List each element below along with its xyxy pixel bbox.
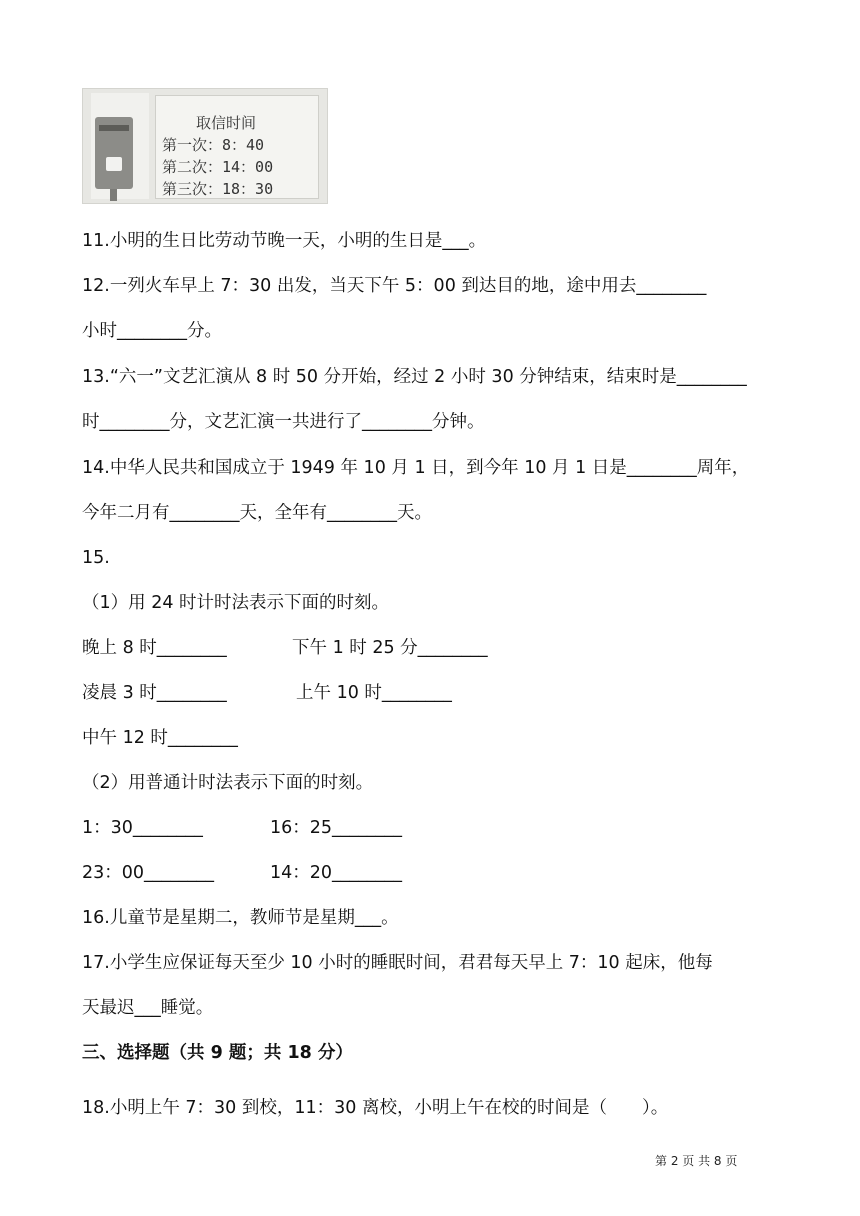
question-15-item-23-00: 23：00________ bbox=[82, 863, 215, 883]
question-13-line-1: 13.“六一”文艺汇演从 8 时 50 分开始，经过 2 小时 30 分钟结束，结束时是________ bbox=[82, 367, 747, 387]
question-13-line-2: 时________分，文艺汇演一共进行了________分钟。 bbox=[82, 412, 485, 432]
question-15-part-1: （1）用 24 时计时法表示下面的时刻。 bbox=[82, 593, 390, 613]
mailbox-leg bbox=[110, 189, 117, 201]
sign-row-3: 第三次：18：30 bbox=[162, 180, 274, 198]
question-15-item-16-25: 16：25________ bbox=[270, 818, 403, 838]
question-16: 16.儿童节是星期二，教师节是星期___。 bbox=[82, 908, 399, 928]
question-15-item-1-30: 1：30________ bbox=[82, 818, 203, 838]
question-17-line-2: 天最迟___睡觉。 bbox=[82, 998, 214, 1018]
question-17-line-1: 17.小学生应保证每天至少 10 小时的睡眠时间，君君每天早上 7：10 起床，他每 bbox=[82, 953, 713, 973]
sign-row-2: 第二次：14：00 bbox=[162, 158, 274, 176]
page-footer: 第 2 页 共 8 页 bbox=[655, 1154, 738, 1168]
question-15-number: 15. bbox=[82, 548, 110, 568]
question-15-item-evening-8: 晚上 8 时________ bbox=[82, 638, 227, 658]
mailbox-photo bbox=[82, 88, 328, 204]
question-15-part-2: （2）用普通计时法表示下面的时刻。 bbox=[82, 773, 374, 793]
question-14-line-2: 今年二月有________天，全年有________天。 bbox=[82, 503, 432, 523]
question-15-item-morning-10: 上午 10 时________ bbox=[296, 683, 452, 703]
sign-title: 取信时间 bbox=[196, 114, 257, 132]
question-11: 11.小明的生日比劳动节晚一天，小明的生日是___。 bbox=[82, 231, 487, 251]
mailbox-slot bbox=[99, 125, 129, 131]
question-15-item-dawn-3: 凌晨 3 时________ bbox=[82, 683, 227, 703]
question-18: 18.小明上午 7：30 到校，11：30 离校，小明上午在校的时间是（ ）。 bbox=[82, 1098, 669, 1118]
question-12-line-1: 12.一列火车早上 7：30 出发，当天下午 5：00 到达目的地，途中用去________ bbox=[82, 276, 707, 296]
mailbox-sticker bbox=[106, 157, 122, 171]
sign-row-1: 第一次：8：40 bbox=[162, 136, 265, 154]
question-12-line-2: 小时________分。 bbox=[82, 321, 222, 341]
pickup-time-sign bbox=[155, 95, 319, 199]
question-15-item-14-20: 14：20________ bbox=[270, 863, 403, 883]
section-3-heading: 三、选择题（共 9 题；共 18 分） bbox=[82, 1043, 353, 1063]
question-15-item-afternoon-1-25: 下午 1 时 25 分________ bbox=[292, 638, 488, 658]
mailbox-icon bbox=[95, 117, 133, 189]
question-14-line-1: 14.中华人民共和国成立于 1949 年 10 月 1 日，到今年 10 月 1 日是________周年， bbox=[82, 458, 750, 478]
question-15-item-noon-12: 中午 12 时________ bbox=[82, 728, 238, 748]
